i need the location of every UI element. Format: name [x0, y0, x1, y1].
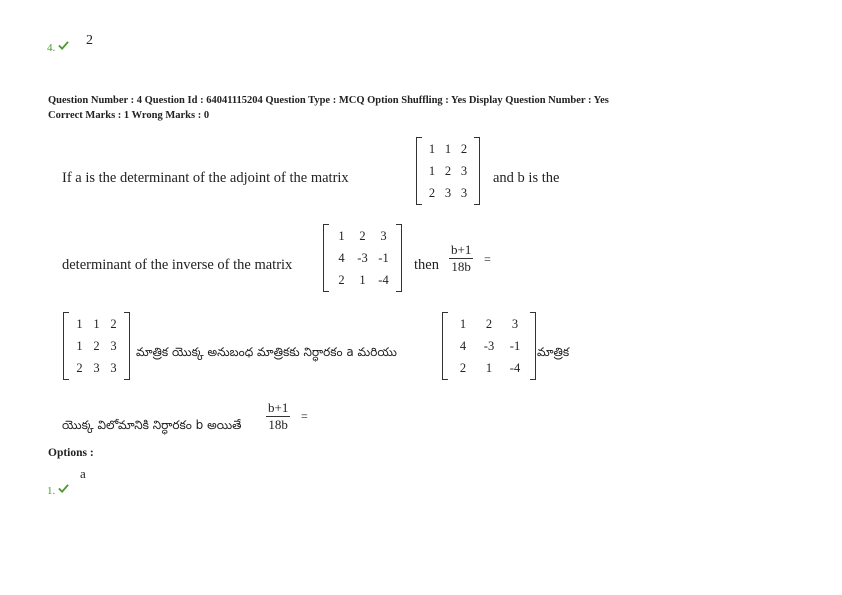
answer-value: 2	[86, 33, 93, 48]
matrix-cell: 4	[338, 250, 345, 265]
equals-en: =	[484, 252, 491, 266]
matrix-cell: 3	[93, 360, 100, 375]
question-text-en-3: determinant of the inverse of the matrix	[62, 257, 293, 273]
matrix-cell: -3	[357, 250, 368, 265]
question-meta-line2: Correct Marks : 1 Wrong Marks : 0	[48, 110, 210, 121]
matrix-cell: -4	[509, 360, 521, 375]
matrix-cell: 1	[459, 316, 467, 331]
matrix-cell: 4	[459, 338, 467, 353]
matrix-cell: 1	[428, 163, 436, 178]
option-1[interactable]	[47, 483, 69, 497]
question-text-te-1: మాత్రిక యొక్క అనుబంధ మాత్రికకు నిర్ధారకం a మరియు	[136, 345, 397, 359]
matrix-cell: 1	[76, 338, 83, 353]
matrix-a-te-grid	[69, 312, 124, 380]
fraction-te-denominator: 18b	[268, 417, 288, 432]
question-text-en-1: If a is the determinant of the adjoint of the matrix	[62, 170, 349, 186]
matrix-cell: 3	[444, 185, 452, 200]
matrix-cell: 2	[93, 338, 100, 353]
check-icon	[58, 40, 69, 51]
fraction-en-denominator: 18b	[451, 259, 471, 274]
matrix-cell: -1	[378, 250, 389, 265]
matrix-cell: -4	[378, 272, 389, 287]
matrix-a-grid	[422, 137, 474, 205]
matrix-cell: 3	[460, 185, 468, 200]
matrix-b-te	[442, 312, 536, 380]
matrix-cell: 1	[93, 316, 100, 331]
matrix-cell: 2	[359, 228, 366, 243]
matrix-cell: 3	[460, 163, 468, 178]
matrix-cell: 2	[460, 141, 468, 156]
matrix-cell: 2	[459, 360, 467, 375]
matrix-b-grid	[329, 224, 396, 292]
matrix-cell: 2	[76, 360, 83, 375]
fraction-te-numerator: b+1	[268, 400, 289, 415]
matrix-b-te-grid	[448, 312, 530, 380]
fraction-te	[266, 400, 290, 433]
matrix-cell: 2	[110, 316, 117, 331]
matrix-cell: 3	[110, 338, 117, 353]
matrix-a-en	[416, 137, 480, 205]
matrix-cell: 1	[428, 141, 436, 156]
option-1-label: 1.	[47, 485, 56, 497]
matrix-cell: 1	[359, 272, 366, 287]
matrix-cell: -3	[483, 338, 495, 353]
matrix-cell: 2	[485, 316, 493, 331]
question-number: 4.	[47, 40, 69, 54]
matrix-cell: 3	[380, 228, 387, 243]
matrix-cell: -1	[509, 338, 521, 353]
matrix-cell: 2	[428, 185, 436, 200]
matrix-cell: 1	[485, 360, 493, 375]
options-label: Options :	[48, 447, 94, 459]
equals-te: =	[301, 409, 308, 423]
matrix-cell: 3	[511, 316, 519, 331]
matrix-cell: 1	[338, 228, 345, 243]
matrix-cell: 2	[338, 272, 345, 287]
matrix-cell: 1	[76, 316, 83, 331]
matrix-a-te	[63, 312, 130, 380]
question-text-te-2: మాత్రిక	[537, 345, 570, 359]
matrix-cell: 3	[110, 360, 117, 375]
fraction-en	[449, 242, 473, 275]
matrix-cell: 2	[444, 163, 452, 178]
fraction-en-numerator: b+1	[451, 242, 472, 257]
question-text-en-4: then	[414, 257, 439, 273]
question-text-te-3: యొక్క విలోమానికి నిర్ధారకం b అయితే	[62, 418, 242, 432]
question-meta-line1: Question Number : 4 Question Id : 64041115204 Question Type : MCQ Option Shuffling : Yes Display Question Number : Yes	[48, 95, 609, 106]
question-text-en-2: and b is the	[493, 170, 560, 186]
check-icon	[58, 483, 69, 494]
matrix-cell: 1	[444, 141, 452, 156]
option-1-value: a	[80, 466, 86, 481]
matrix-b-en	[323, 224, 402, 292]
